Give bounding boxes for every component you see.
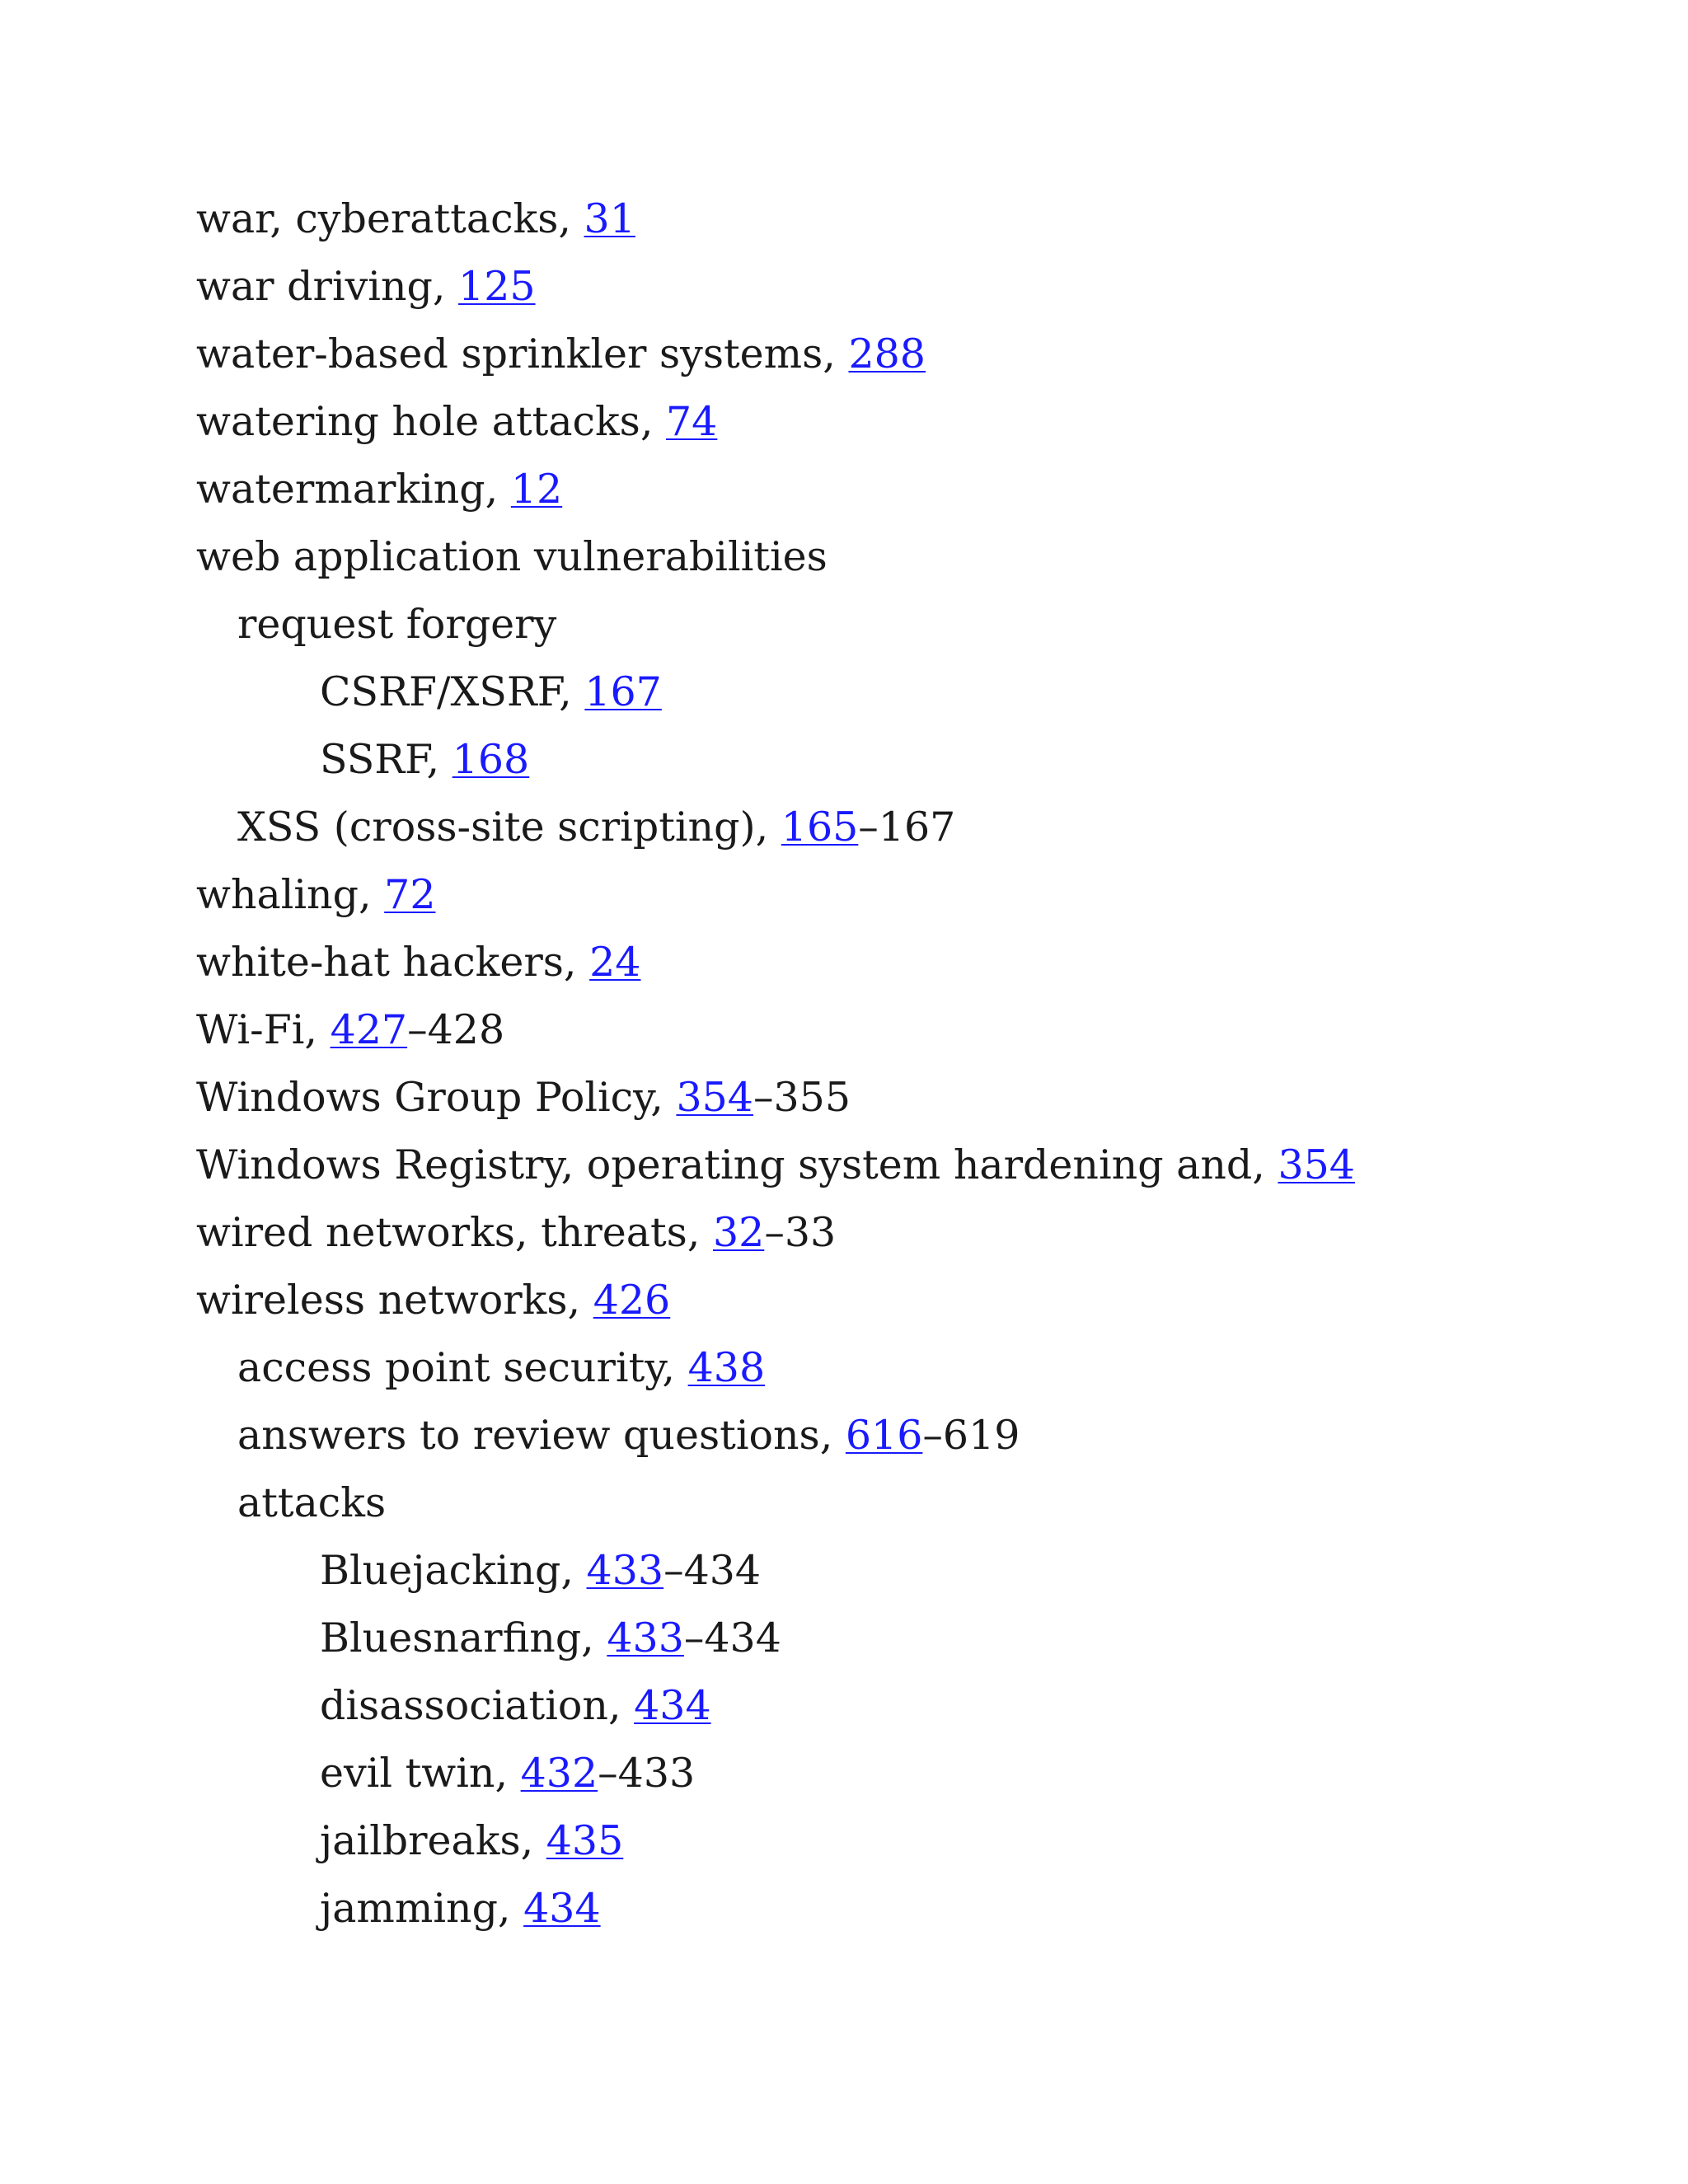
page-link[interactable]: 438 <box>687 1344 766 1391</box>
entry-term: Bluejacking, <box>320 1547 587 1594</box>
entry-term: request forgery <box>237 601 557 648</box>
page-link[interactable]: 12 <box>510 466 563 513</box>
page-link[interactable]: 432 <box>520 1750 598 1797</box>
index-entry-windows-registry <box>196 1141 1355 1190</box>
entry-term: web application vulnerabilities <box>196 533 828 580</box>
entry-term: war, cyberattacks, <box>196 195 584 242</box>
index-entry-water-based-sprinkler-systems <box>196 330 926 379</box>
index-subentry-disassociation <box>320 1681 711 1731</box>
page-link[interactable]: 32 <box>712 1209 765 1256</box>
entry-term: Bluesnarfing, <box>320 1615 607 1661</box>
entry-term: SSRF, <box>320 736 452 783</box>
entry-term: watering hole attacks, <box>196 398 666 445</box>
page-link[interactable]: 72 <box>384 871 436 918</box>
index-entry-watermarking <box>196 465 562 514</box>
index-subentry-jamming <box>320 1884 601 1933</box>
index-entry-wired-networks-threats <box>196 1208 836 1258</box>
range-end: –355 <box>753 1074 851 1121</box>
page-link[interactable]: 433 <box>607 1615 684 1661</box>
entry-term: war driving, <box>196 263 459 310</box>
page-link[interactable]: 167 <box>584 668 662 715</box>
page-link[interactable]: 434 <box>634 1682 711 1729</box>
range-end: –428 <box>407 1006 505 1053</box>
range-end: –33 <box>764 1209 837 1256</box>
entry-term: whaling, <box>196 871 385 918</box>
page-link[interactable]: 427 <box>330 1006 408 1053</box>
index-entry-whaling <box>196 870 436 920</box>
entry-term: evil twin, <box>320 1750 521 1797</box>
index-entry-war-driving <box>196 262 536 312</box>
entry-term: white-hat hackers, <box>196 939 590 986</box>
entry-term: disassociation, <box>320 1682 635 1729</box>
index-entry-web-application-vulnerabilities <box>196 532 828 582</box>
entry-term: Windows Group Policy, <box>196 1074 677 1121</box>
page-link[interactable]: 288 <box>848 330 926 377</box>
page-link[interactable]: 434 <box>523 1885 601 1932</box>
page-link[interactable]: 165 <box>781 804 859 851</box>
page-link[interactable]: 168 <box>452 736 530 783</box>
entry-term: wired networks, threats, <box>196 1209 713 1256</box>
index-subentry-answers-to-review-questions <box>237 1411 1020 1460</box>
entry-term: wireless networks, <box>196 1277 593 1324</box>
range-end: –167 <box>858 804 956 851</box>
page-link[interactable]: 24 <box>589 939 641 986</box>
index-subentry-attacks <box>237 1479 386 1528</box>
index-entry-watering-hole-attacks <box>196 397 717 447</box>
entry-term: Wi-Fi, <box>196 1006 331 1053</box>
page-link[interactable]: 31 <box>584 195 635 242</box>
entry-term: watermarking, <box>196 466 511 513</box>
range-end: –433 <box>598 1750 696 1797</box>
index-subentry-bluesnarfing <box>320 1614 781 1663</box>
index-subentry-access-point-security <box>237 1343 765 1393</box>
index-subentry-bluejacking <box>320 1546 761 1596</box>
range-end: –434 <box>663 1547 762 1594</box>
index-subentry-csrf-xsrf <box>320 668 662 717</box>
page-link[interactable]: 125 <box>458 263 536 310</box>
page-link[interactable]: 426 <box>593 1277 671 1324</box>
entry-term: water-based sprinkler systems, <box>196 330 849 377</box>
entry-term: jailbreaks, <box>320 1817 546 1864</box>
entry-term: access point security, <box>237 1344 688 1391</box>
index-subentry-xss <box>237 803 955 852</box>
entry-term: Windows Registry, operating system hardening and, <box>196 1141 1278 1188</box>
index-entry-windows-group-policy <box>196 1073 851 1122</box>
page-link[interactable]: 354 <box>1278 1141 1355 1188</box>
range-end: –434 <box>683 1615 781 1661</box>
page-link[interactable]: 354 <box>676 1074 753 1121</box>
entry-term: attacks <box>237 1479 387 1526</box>
range-end: –619 <box>922 1412 1020 1459</box>
index-entry-wi-fi <box>196 1005 504 1055</box>
page-link[interactable]: 74 <box>665 398 718 445</box>
index-subentry-request-forgery <box>237 600 556 649</box>
index-entry-wireless-networks <box>196 1276 670 1325</box>
index-entry-white-hat-hackers <box>196 938 640 987</box>
entry-term: jamming, <box>320 1885 524 1932</box>
entry-term: CSRF/XSRF, <box>320 668 585 715</box>
entry-term: XSS (cross-site scripting), <box>237 804 781 851</box>
page-link[interactable]: 435 <box>546 1817 624 1864</box>
index-subentry-evil-twin <box>320 1749 695 1798</box>
page-link[interactable]: 616 <box>845 1412 923 1459</box>
index-subentry-ssrf <box>320 735 529 785</box>
entry-term: answers to review questions, <box>237 1412 846 1459</box>
index-entry-war-cyberattacks <box>196 194 635 244</box>
page-link[interactable]: 433 <box>586 1547 664 1594</box>
index-subentry-jailbreaks <box>320 1816 623 1866</box>
